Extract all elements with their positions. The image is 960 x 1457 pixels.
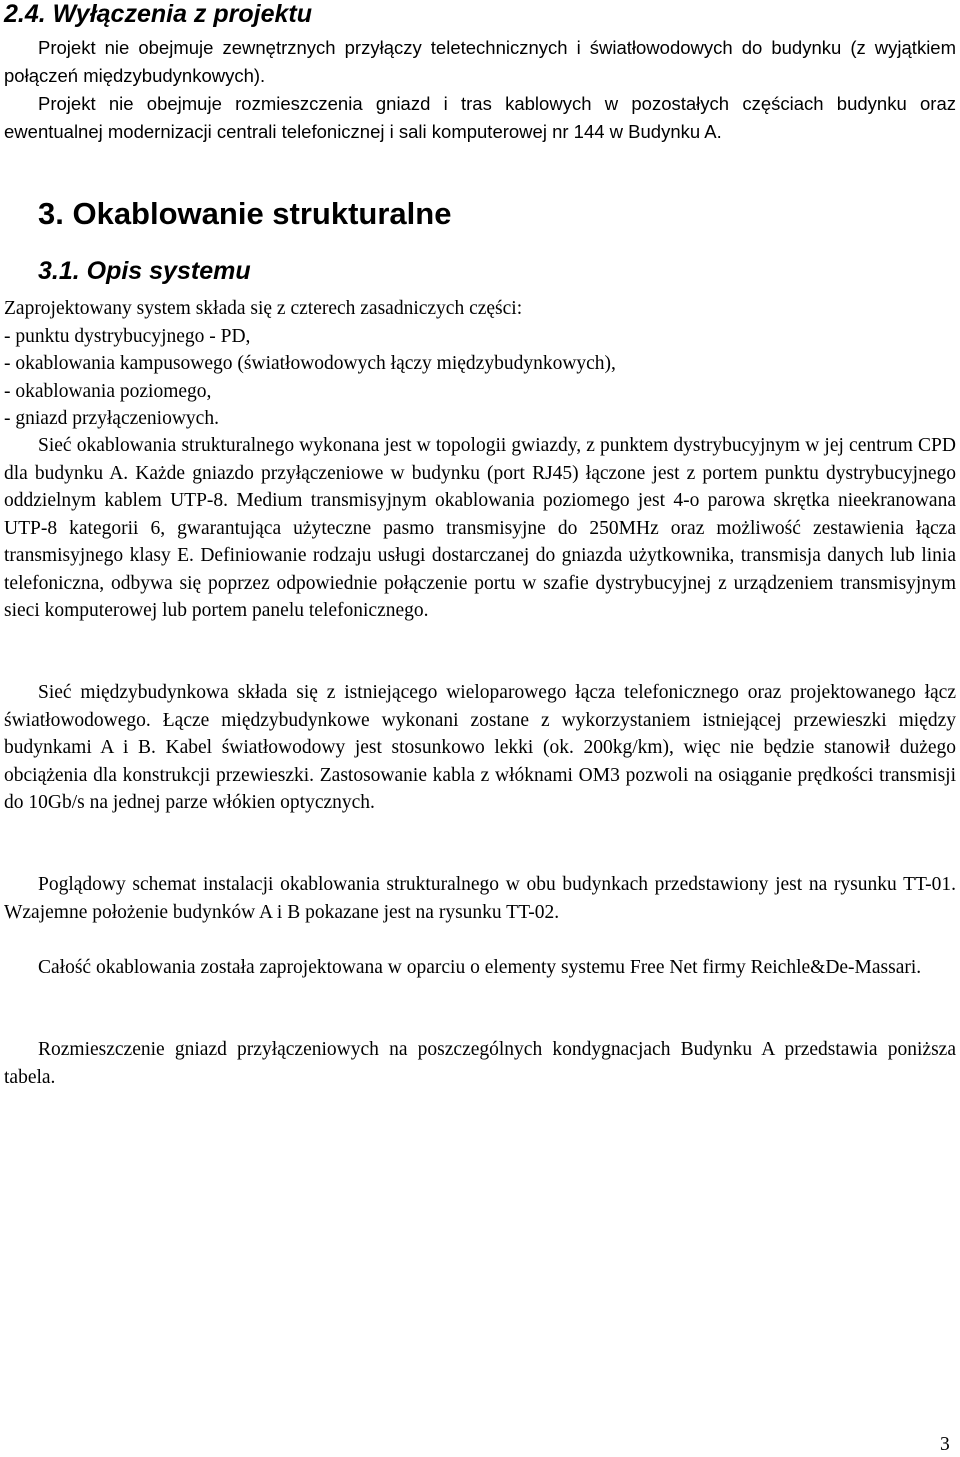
section-2-4-paragraph-2: Projekt nie obejmuje rozmieszczenia gniazd i tras kablowych w pozostałych częściach budynku oraz ewentualnej modernizacji centrali telefonicznej i sali komputerowej nr 144 w Budynku A. [4, 93, 956, 142]
topology-paragraph: Sieć okablowania strukturalnego wykonana jest w topologii gwiazdy, z punktem dystrybucyjnym w jej centrum CPD dla budynku A. Każde gniazdo przyłączeniowe w budynku (port RJ45) łączone jest z portem punktu dystrybucyjnego oddzielnym kablem UTP-8. Medium transmisyjnym okablowania poziomego jest 4-o parowa skrętka nieekranowana UTP-8 kategorii 6, gwarantująca użyteczne pasmo transmisyjne do 250MHz oraz możliwość zestawienia łącza transmisyjnego klasy E. Definiowanie rodzaju usługi dostarczanej do gniazda użytkownika, transmisja danych lub linia telefoniczna, odbywa się poprzez odpowiednie połączenie portu w szafie dystrybucyjnej z urządzeniem transmisyjnym sieci komputerowej lub portem panelu telefonicznego. [4, 435, 956, 621]
system-part-item: - punktu dystrybucyjnego - PD, [4, 325, 251, 347]
cabling-system-paragraph: Całość okablowania została zaprojektowana w oparciu o elementy systemu Free Net firmy Reichle&De-Massari. [38, 957, 922, 978]
campus-network-paragraph: Sieć międzybudynkowa składa się z istniejącego wieloparowego łącza telefonicznego oraz projektowanego łącz światłowodowego. Łącze międzybudynkowe wykonani zostane z wykorzystaniem istniejącej przewieszki między budynkami A i B. Kabel światłowodowy jest stosunkowo lekki (ok. 200kg/km), więc nie będzie stanowił dużego obciążenia dla konstrukcji przewieszki. Zastosowanie kabla z włóknami OM3 pozwoli na osiąganie prędkości transmisji do 10Gb/s na jednej parze włókien optycznych. [4, 682, 956, 813]
system-part-item: - gniazd przyłączeniowych. [4, 408, 219, 429]
section-2-4-paragraph-1: Projekt nie obejmuje zewnętrznych przyłączy teletechnicznych i światłowodowych do budynku (z wyjątkiem połączeń międzybudynkowych). [4, 37, 956, 86]
outlets-table-intro-paragraph: Rozmieszczenie gniazd przyłączeniowych na poszczególnych kondygnacjach Budynku A przedstawia poniższa tabela. [4, 1039, 956, 1088]
system-parts-intro: Zaprojektowany system składa się z czterech zasadniczych części: [4, 298, 523, 319]
system-part-item: - okablowania kampusowego (światłowodowych łączy międzybudynkowych), [4, 353, 616, 374]
section-2-4-heading: 2.4. Wyłączenia z projektu [4, 0, 312, 28]
schema-paragraph: Poglądowy schemat instalacji okablowania strukturalnego w obu budynkach przedstawiony jest na rysunku TT-01. Wzajemne położenie budynków A i B pokazane jest na rysunku TT-02. [4, 874, 956, 923]
system-parts-block [4, 295, 956, 433]
chapter-3-heading: 3. Okablowanie strukturalne [38, 196, 452, 231]
section-3-1-heading: 3.1. Opis systemu [38, 257, 251, 285]
system-part-item: - okablowania poziomego, [4, 380, 212, 402]
page-number: 3 [940, 1434, 950, 1455]
